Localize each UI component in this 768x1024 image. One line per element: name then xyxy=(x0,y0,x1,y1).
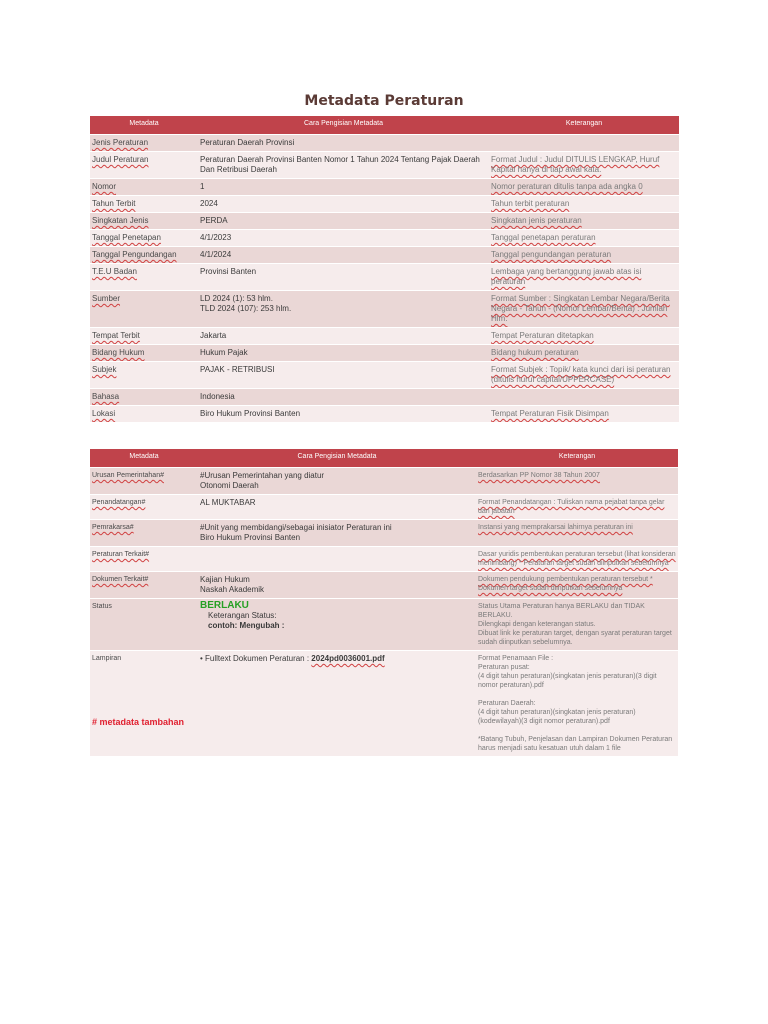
metadata-note: Nomor peraturan ditulis tanpa ada angka 0 xyxy=(491,182,643,191)
metadata-name: T.E.U Badan xyxy=(92,267,137,276)
metadata-name-cell xyxy=(90,196,198,213)
metadata-value: Provinsi Banten xyxy=(200,267,257,276)
metadata-note-cell xyxy=(476,520,678,547)
header-metadata-2: Metadata xyxy=(90,449,198,468)
metadata-name: Pemrakarsa# xyxy=(92,524,134,531)
metadata-value-cell xyxy=(198,152,489,179)
metadata-name-cell xyxy=(90,291,198,328)
table-row xyxy=(90,196,679,213)
metadata-note: Format Judul : Judul DITULIS LENGKAP, Huruf Kapital hanya di tiap awal kata. xyxy=(491,155,660,174)
table-row xyxy=(90,291,679,328)
metadata-value: LD 2024 (1): 53 hlm. TLD 2024 (107): 253 hlm. xyxy=(200,294,292,313)
metadata-note: Tempat Peraturan ditetapkan xyxy=(491,331,594,340)
metadata-value-cell xyxy=(198,547,476,572)
metadata-name: Jenis Peraturan xyxy=(92,138,149,147)
metadata-value-cell xyxy=(198,328,489,345)
metadata-tambahan-tag: # metadata tambahan xyxy=(92,717,185,727)
metadata-note-cell xyxy=(489,135,679,152)
metadata-name: Bahasa xyxy=(92,392,120,401)
metadata-name: Penandatangan# xyxy=(92,499,146,506)
metadata-value: Hukum Pajak xyxy=(200,348,248,357)
lampiran-file-link[interactable]: 2024pd0036001.pdf xyxy=(311,654,385,663)
metadata-value-cell xyxy=(198,213,489,230)
metadata-value-cell xyxy=(198,247,489,264)
metadata-value-cell xyxy=(198,572,476,599)
metadata-name-cell xyxy=(90,328,198,345)
metadata-name-cell xyxy=(90,213,198,230)
table-row xyxy=(90,152,679,179)
metadata-name: Judul Peraturan xyxy=(92,155,149,164)
metadata-note-cell xyxy=(476,547,678,572)
metadata-note-cell xyxy=(489,196,679,213)
lampiran-note-cell: Format Penamaan File : Peraturan pusat: (4 digit tahun peraturan)(singkatan jenis peraturan)(3 digit nomor peraturan).pdf Peraturan Daerah: (4 digit tahun peraturan)(singkatan jenis peraturan)(kodewilayah)(3 digit nomor peraturan).pdf *Batang Tubuh, Penjelasan dan Lampiran Dokumen Peraturan harus menjadi satu kesatuan utuh dalam 1 file xyxy=(476,651,678,757)
metadata-value-cell xyxy=(198,468,476,495)
metadata-value: 4/1/2023 xyxy=(200,233,232,242)
metadata-note-cell xyxy=(489,406,679,423)
metadata-name-cell xyxy=(90,520,198,547)
metadata-name-cell xyxy=(90,362,198,389)
metadata-name-cell xyxy=(90,572,198,599)
table-row xyxy=(90,345,679,362)
header-keterangan: Keterangan xyxy=(489,116,679,135)
metadata-note: Dasar yuridis pembentukan peraturan tersebut (lihat konsideran menimbang) * Peraturan target sudah diinputkan sebelumnya xyxy=(478,551,676,567)
metadata-name: Bidang Hukum xyxy=(92,348,145,357)
metadata-note-cell xyxy=(476,468,678,495)
metadata-note: Bidang hukum peraturan xyxy=(491,348,579,357)
metadata-note: Tahun terbit peraturan xyxy=(491,199,570,208)
metadata-value-cell xyxy=(198,406,489,423)
metadata-name: Urusan Pemerintahan# xyxy=(92,472,164,479)
metadata-name-cell xyxy=(90,247,198,264)
metadata-value: Jakarta xyxy=(200,331,227,340)
metadata-name-cell xyxy=(90,264,198,291)
metadata-note-cell xyxy=(489,362,679,389)
metadata-table-main xyxy=(90,116,679,423)
table-row xyxy=(90,495,678,520)
metadata-note: Format Subjek : Topik/ kata kunci dari isi peraturan (ditulis huruf capital/UPPERCASE) xyxy=(491,365,671,384)
metadata-note-cell xyxy=(489,328,679,345)
metadata-value-cell xyxy=(198,135,489,152)
metadata-note: Dokumen pendukung pembentukan peraturan tersebut * Dokumen target sudah diinputkan sebelumnya xyxy=(478,576,653,592)
metadata-note: Format Sumber : Singkatan Lembar Negara/Berita Negara - Tahun - (Nomor Lembar/Berita) : Jumlah Hlm. xyxy=(491,294,670,323)
header-metadata: Metadata xyxy=(90,116,198,135)
table-row xyxy=(90,406,679,423)
metadata-name: Tanggal Penetapan xyxy=(92,233,161,242)
metadata-name: Tanggal Pengundangan xyxy=(92,250,177,259)
table-row xyxy=(90,247,679,264)
table-row xyxy=(90,264,679,291)
table-row xyxy=(90,135,679,152)
metadata-name: Lokasi xyxy=(92,409,116,418)
metadata-name: Tempat Terbit xyxy=(92,331,140,340)
metadata-name-cell xyxy=(90,406,198,423)
metadata-table-additional xyxy=(90,449,678,757)
status-contoh: contoh: Mengubah : xyxy=(208,621,285,630)
table-row xyxy=(90,389,679,406)
metadata-value: 2024 xyxy=(200,199,218,208)
metadata-value-cell xyxy=(198,196,489,213)
metadata-value: PAJAK - RETRIBUSI xyxy=(200,365,275,374)
metadata-value-cell xyxy=(198,264,489,291)
metadata-value-cell xyxy=(198,230,489,247)
metadata-note-cell xyxy=(476,572,678,599)
metadata-note-cell xyxy=(489,247,679,264)
metadata-note-cell xyxy=(489,230,679,247)
metadata-name: Nomor xyxy=(92,182,117,191)
metadata-name-cell xyxy=(90,389,198,406)
table-row xyxy=(90,213,679,230)
metadata-note: Tanggal penetapan peraturan xyxy=(491,233,596,242)
status-note-cell: Status Utama Peraturan hanya BERLAKU dan TIDAK BERLAKU. Dilengkapi dengan keterangan status. Dibuat link ke peraturan target, dengan syarat peraturan target sudah diinputkan sebelumnya. xyxy=(476,599,678,651)
metadata-note-cell xyxy=(489,213,679,230)
header-cara-pengisian: Cara Pengisian Metadata xyxy=(198,116,489,135)
metadata-note-cell xyxy=(489,291,679,328)
metadata-value-cell xyxy=(198,179,489,196)
metadata-name-cell xyxy=(90,547,198,572)
metadata-value: #Unit yang membidangi/sebagai inisiator Peraturan ini Biro Hukum Provinsi Banten xyxy=(200,523,392,542)
metadata-note: Singkatan jenis peraturan xyxy=(491,216,582,225)
metadata-note: Tempat Peraturan Fisik Disimpan xyxy=(491,409,609,418)
metadata-note-cell xyxy=(489,264,679,291)
metadata-note: Berdasarkan PP Nomor 38 Tahun 2007 xyxy=(478,472,600,479)
metadata-name-cell xyxy=(90,152,198,179)
metadata-name-cell xyxy=(90,179,198,196)
lampiran-label: Lampiran xyxy=(92,655,122,662)
metadata-value-cell xyxy=(198,495,476,520)
table-row xyxy=(90,547,678,572)
status-value-cell xyxy=(198,599,476,651)
metadata-value: AL MUKTABAR xyxy=(200,498,256,507)
status-keterangan-label: Keterangan Status: xyxy=(208,611,277,620)
table-row xyxy=(90,230,679,247)
table-row xyxy=(90,328,679,345)
metadata-name-cell xyxy=(90,495,198,520)
metadata-name: Subjek xyxy=(92,365,117,374)
status-name-cell: Status xyxy=(90,599,198,651)
metadata-value: Peraturan Daerah Provinsi xyxy=(200,138,295,147)
metadata-name: Dokumen Terkait# xyxy=(92,576,149,583)
metadata-name: Sumber xyxy=(92,294,121,303)
lampiran-row xyxy=(90,651,678,757)
metadata-note-cell xyxy=(476,495,678,520)
header-keterangan-2: Keterangan xyxy=(476,449,678,468)
table-row xyxy=(90,468,678,495)
metadata-name-cell xyxy=(90,345,198,362)
metadata-value-cell xyxy=(198,291,489,328)
lampiran-name-cell xyxy=(90,651,198,757)
metadata-note: Lembaga yang bertanggung jawab atas isi peraturan xyxy=(491,267,642,286)
header-cara-pengisian-2: Cara Pengisian Metadata xyxy=(198,449,476,468)
status-row xyxy=(90,599,678,651)
metadata-name-cell xyxy=(90,468,198,495)
metadata-value: PERDA xyxy=(200,216,228,225)
metadata-note: Instansi yang memprakarsai lahirnya peraturan ini xyxy=(478,524,633,531)
metadata-note: Format Penandatangan : Tuliskan nama pejabat tanpa gelar dan jabatan xyxy=(478,499,665,515)
status-badge: BERLAKU xyxy=(200,600,249,611)
metadata-value: Biro Hukum Provinsi Banten xyxy=(200,409,301,418)
metadata-name: Tahun Terbit xyxy=(92,199,136,208)
metadata-note-cell xyxy=(489,179,679,196)
metadata-value: Kajian Hukum Naskah Akademik xyxy=(200,575,265,594)
metadata-value-cell xyxy=(198,520,476,547)
metadata-value-cell xyxy=(198,362,489,389)
metadata-value: #Urusan Pemerintahan yang diatur Otonomi Daerah xyxy=(200,471,325,490)
metadata-value: 4/1/2024 xyxy=(200,250,232,259)
page-title: Metadata Peraturan xyxy=(304,93,464,109)
table-row xyxy=(90,520,678,547)
metadata-note-cell xyxy=(489,389,679,406)
table-row xyxy=(90,572,678,599)
metadata-note: Tanggal pengundangan peraturan xyxy=(491,250,612,259)
metadata-note-cell xyxy=(489,345,679,362)
lampiran-value-cell xyxy=(198,651,476,757)
table-row xyxy=(90,179,679,196)
lampiran-prefix: • Fulltext Dokumen Peraturan : xyxy=(200,654,312,663)
metadata-name-cell xyxy=(90,230,198,247)
table-row xyxy=(90,362,679,389)
metadata-note-cell xyxy=(489,152,679,179)
metadata-name: Singkatan Jenis xyxy=(92,216,149,225)
metadata-value: Indonesia xyxy=(200,392,235,401)
metadata-value: 1 xyxy=(200,182,205,191)
metadata-value: Peraturan Daerah Provinsi Banten Nomor 1 Tahun 2024 Tentang Pajak Daerah Dan Retribusi Daerah xyxy=(200,155,480,174)
metadata-name-cell xyxy=(90,135,198,152)
metadata-value-cell xyxy=(198,345,489,362)
metadata-value-cell xyxy=(198,389,489,406)
metadata-name: Peraturan Terkait# xyxy=(92,551,150,558)
